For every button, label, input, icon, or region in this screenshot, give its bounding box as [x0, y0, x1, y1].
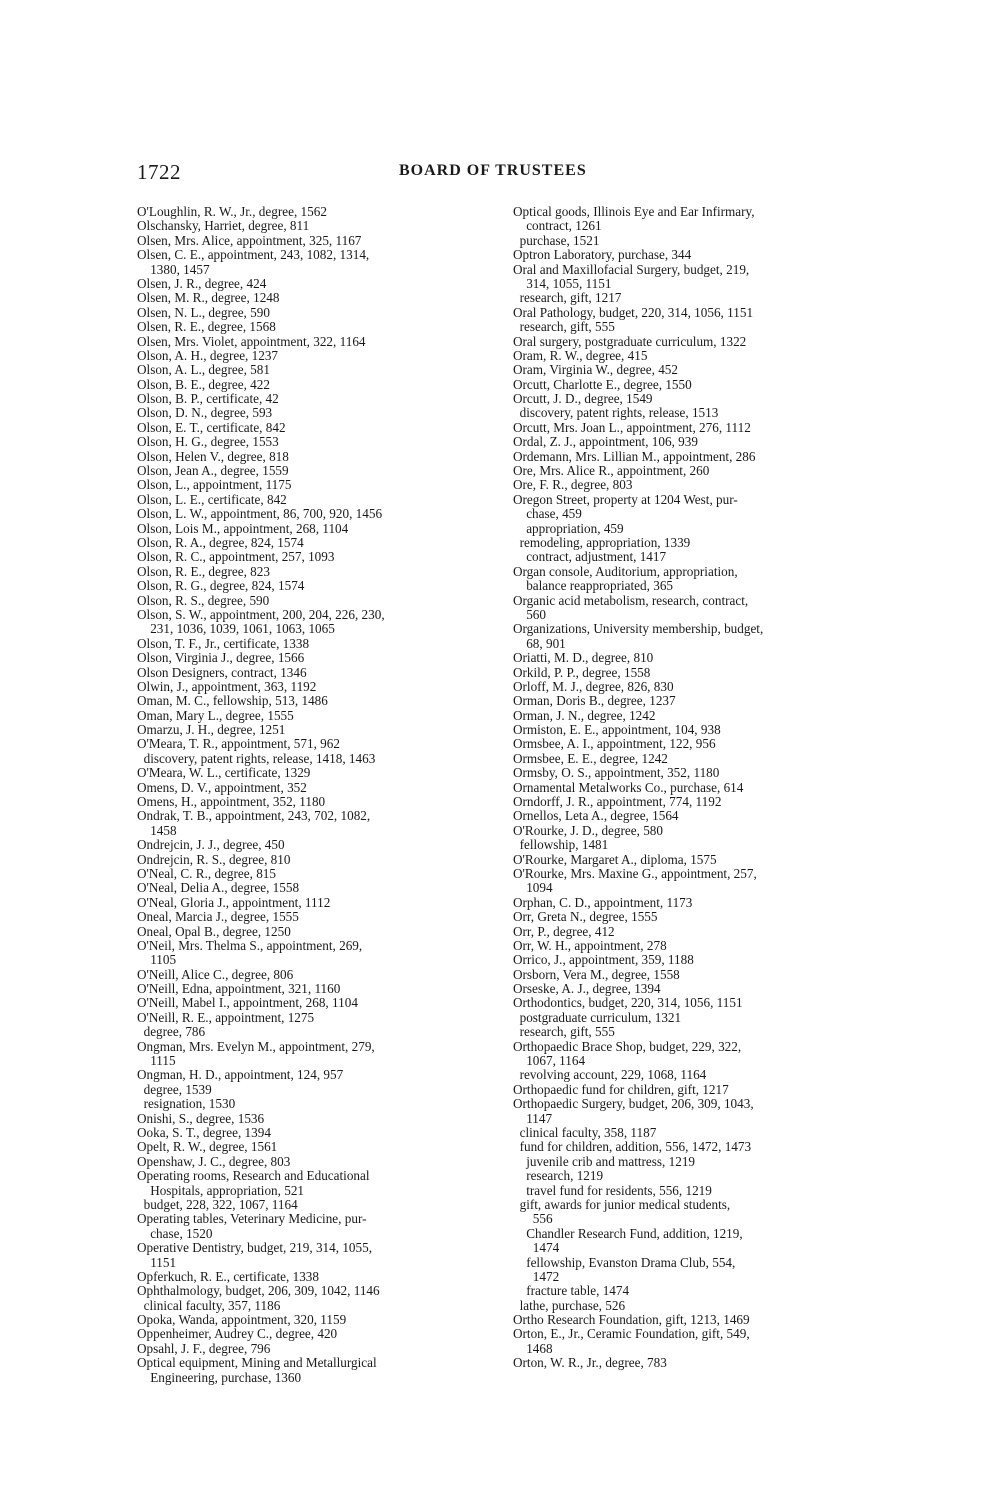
index-entry: Ore, F. R., degree, 803: [513, 477, 633, 493]
index-entry: lathe, purchase, 526: [513, 1297, 626, 1313]
index-entry: O'Meara, W. L., certificate, 1329: [137, 765, 311, 781]
index-entry: Optical goods, Illinois Eye and Ear Infirmary,: [513, 204, 755, 219]
index-entry: Ordemann, Mrs. Lillian M., appointment, 286: [513, 448, 756, 464]
index-entry: Ortho Research Foundation, gift, 1213, 1469: [513, 1312, 750, 1328]
index-entry: Onishi, S., degree, 1536: [137, 1110, 265, 1126]
index-entry: Orton, E., Jr., Ceramic Foundation, gift, 549,: [513, 1326, 750, 1342]
index-entry: Olson, R. C., appointment, 257, 1093: [137, 549, 335, 565]
index-entry: Oman, Mary L., degree, 1555: [137, 707, 294, 723]
page-number: 1722: [137, 160, 181, 184]
index-entry: Olsen, Mrs. Alice, appointment, 325, 1167: [137, 232, 362, 248]
index-entry: Olsen, N. L., degree, 590: [137, 304, 270, 320]
index-entry: Orthopaedic fund for children, gift, 1217: [513, 1081, 729, 1097]
index-entry: Ongman, H. D., appointment, 124, 957: [137, 1067, 344, 1083]
index-entry: 1067, 1164: [513, 1053, 586, 1069]
index-entry: Orthopaedic Surgery, budget, 206, 309, 1043,: [513, 1096, 754, 1112]
index-entry: O'Loughlin, R. W., Jr., degree, 1562: [137, 204, 327, 219]
index-entry: Olson, S. W., appointment, 200, 204, 226, 230,: [137, 606, 385, 622]
index-entry: Oral surgery, postgraduate curriculum, 1322: [513, 333, 747, 349]
index-entry: Olson, L. W., appointment, 86, 700, 920, 1456: [137, 506, 383, 522]
index-entry: contract, 1261: [513, 218, 602, 234]
index-entry: Engineering, purchase, 1360: [137, 1369, 302, 1385]
index-entry: Olwin, J., appointment, 363, 1192: [137, 678, 317, 694]
index-entry: Ondrak, T. B., appointment, 243, 702, 1082,: [137, 808, 371, 824]
index-entry: Oral Pathology, budget, 220, 314, 1056, 1151: [513, 304, 754, 320]
index-entry: remodeling, appropriation, 1339: [513, 534, 691, 550]
index-entry: Opoka, Wanda, appointment, 320, 1159: [137, 1312, 347, 1328]
index-entry: degree, 1539: [137, 1081, 212, 1097]
index-entry: Orcutt, J. D., degree, 1549: [513, 391, 653, 407]
index-entry: Olson, E. T., certificate, 842: [137, 419, 286, 435]
index-column-left: [137, 205, 497, 1385]
index-entry: juvenile crib and mattress, 1219: [513, 1153, 696, 1169]
index-entry: Olson, R. E., degree, 823: [137, 563, 270, 579]
index-entry: Ormsbee, E. E., degree, 1242: [513, 750, 668, 766]
index-entry: Oral and Maxillofacial Surgery, budget, 219,: [513, 261, 750, 277]
index-entry: research, gift, 1217: [513, 290, 622, 306]
index-entry: Organizations, University membership, budget,: [513, 621, 764, 637]
index-entry: travel fund for residents, 556, 1219: [513, 1182, 712, 1198]
index-entry: Orcutt, Charlotte E., degree, 1550: [513, 376, 692, 392]
index-entry: research, 1219: [513, 1168, 604, 1184]
index-entry: Oman, M. C., fellowship, 513, 1486: [137, 693, 328, 709]
index-entry: Olson, L., appointment, 1175: [137, 477, 292, 493]
index-entry: Ordal, Z. J., appointment, 106, 939: [513, 434, 698, 450]
index-entry: 1458: [137, 822, 177, 838]
index-entry: O'Meara, T. R., appointment, 571, 962: [137, 736, 340, 752]
index-entry: Opferkuch, R. E., certificate, 1338: [137, 1268, 319, 1284]
index-entry: 1094: [513, 880, 553, 896]
index-entry: Optical equipment, Mining and Metallurgical: [137, 1355, 377, 1371]
index-entry: O'Rourke, J. D., degree, 580: [513, 822, 663, 838]
index-entry: fellowship, 1481: [513, 837, 609, 853]
index-entry: Ornamental Metalworks Co., purchase, 614: [513, 779, 744, 795]
index-entry: Olsen, C. E., appointment, 243, 1082, 1314,: [137, 247, 370, 263]
index-entry: Orseske, A. J., degree, 1394: [513, 981, 661, 997]
index-entry: Ormsbee, A. I., appointment, 122, 956: [513, 736, 716, 752]
index-entry: Openshaw, J. C., degree, 803: [137, 1153, 291, 1169]
index-entry: Olsen, M. R., degree, 1248: [137, 290, 280, 306]
index-entry: 1472: [513, 1268, 560, 1284]
index-column-right: [513, 205, 873, 1371]
index-entry: clinical faculty, 358, 1187: [513, 1125, 657, 1140]
index-entry: Olson, R. S., degree, 590: [137, 592, 270, 608]
index-entry: Orman, Doris B., degree, 1237: [513, 693, 676, 709]
index-entry: Orcutt, Mrs. Joan L., appointment, 276, 1112: [513, 419, 751, 435]
index-entry: revolving account, 229, 1068, 1164: [513, 1067, 707, 1083]
index-entry: 1147: [513, 1110, 553, 1126]
index-entry: Orthopaedic Brace Shop, budget, 229, 322,: [513, 1038, 742, 1054]
index-entry: O'Neill, R. E., appointment, 1275: [137, 1009, 315, 1025]
index-entry: Olson, A. H., degree, 1237: [137, 347, 279, 363]
index-entry: Orr, W. H., appointment, 278: [513, 937, 667, 953]
index-entry: 1468: [513, 1340, 553, 1356]
index-entry: 1380, 1457: [137, 261, 210, 277]
index-entry: Oriatti, M. D., degree, 810: [513, 650, 654, 666]
running-title: BOARD OF TRUSTEES: [399, 162, 587, 179]
index-entry: Omens, D. V., appointment, 352: [137, 779, 307, 795]
index-entry: 1151: [137, 1254, 177, 1270]
index-entry: O'Neal, C. R., degree, 815: [137, 865, 276, 881]
index-entry: Oppenheimer, Audrey C., degree, 420: [137, 1326, 338, 1342]
index-entry: Oram, R. W., degree, 415: [513, 347, 648, 363]
index-entry: Opelt, R. W., degree, 1561: [137, 1139, 278, 1155]
index-entry: Olson, B. E., degree, 422: [137, 376, 270, 392]
index-entry: Orton, W. R., Jr., degree, 783: [513, 1355, 667, 1371]
index-entry: O'Neill, Mabel I., appointment, 268, 1104: [137, 995, 358, 1011]
index-entry: Organic acid metabolism, research, contract,: [513, 592, 749, 608]
index-entry: purchase, 1521: [513, 232, 600, 248]
index-entry: O'Neal, Gloria J., appointment, 1112: [137, 894, 331, 910]
index-entry: clinical faculty, 357, 1186: [137, 1297, 281, 1313]
index-entry: Olson, Lois M., appointment, 268, 1104: [137, 520, 349, 536]
index-entry: Ormiston, E. E., appointment, 104, 938: [513, 722, 721, 738]
index-entry: Orloff, M. J., degree, 826, 830: [513, 678, 674, 694]
index-entry: O'Neill, Alice C., degree, 806: [137, 966, 294, 982]
index-entry: Oram, Virginia W., degree, 452: [513, 362, 678, 378]
index-entry: chase, 459: [513, 506, 582, 522]
index-entry: 1105: [137, 952, 177, 968]
index-entry: Orr, P., degree, 412: [513, 923, 615, 939]
index-entry: Oregon Street, property at 1204 West, pur-: [513, 491, 738, 507]
index-entry: Ormsby, O. S., appointment, 352, 1180: [513, 765, 720, 781]
index-entry: Ongman, Mrs. Evelyn M., appointment, 279,: [137, 1038, 375, 1054]
index-entry: O'Rourke, Mrs. Maxine G., appointment, 257,: [513, 865, 757, 881]
index-entry: Omarzu, J. H., degree, 1251: [137, 722, 286, 738]
page-header: [137, 160, 865, 184]
index-entry: Oneal, Marcia J., degree, 1555: [137, 909, 299, 925]
index-entry: O'Neil, Mrs. Thelma S., appointment, 269,: [137, 937, 363, 953]
index-entry: Olsen, Mrs. Violet, appointment, 322, 1164: [137, 333, 366, 349]
index-entry: Ooka, S. T., degree, 1394: [137, 1125, 271, 1140]
index-entry: 314, 1055, 1151: [513, 275, 612, 291]
index-entry: discovery, patent rights, release, 1513: [513, 405, 719, 421]
index-entry: gift, awards for junior medical students,: [513, 1196, 731, 1212]
index-entry: Hospitals, appropriation, 521: [137, 1182, 305, 1198]
index-entry: Operating rooms, Research and Educational: [137, 1168, 370, 1184]
index-entry: Orkild, P. P., degree, 1558: [513, 664, 651, 680]
index-entry: Olschansky, Harriet, degree, 811: [137, 218, 310, 234]
index-entry: Orman, J. N., degree, 1242: [513, 707, 656, 723]
index-entry: 560: [513, 606, 546, 622]
index-entry: resignation, 1530: [137, 1096, 236, 1112]
index-entry: budget, 228, 322, 1067, 1164: [137, 1196, 298, 1212]
index-entry: chase, 1520: [137, 1225, 213, 1241]
index-entry: Orndorff, J. R., appointment, 774, 1192: [513, 794, 722, 810]
index-entry: Oneal, Opal B., degree, 1250: [137, 923, 291, 939]
index-entry: Olson, H. G., degree, 1553: [137, 434, 279, 450]
index-entry: 1474: [513, 1240, 560, 1256]
index-entry: Orrico, J., appointment, 359, 1188: [513, 952, 694, 968]
index-entry: Ondrejcin, R. S., degree, 810: [137, 851, 291, 867]
index-entry: Operating tables, Veterinary Medicine, pur-: [137, 1211, 367, 1227]
index-entry: Olson, D. N., degree, 593: [137, 405, 273, 421]
index-entry: discovery, patent rights, release, 1418, 1463: [137, 750, 376, 766]
index-entry: Olson, T. F., Jr., certificate, 1338: [137, 635, 310, 651]
index-entry: O'Neill, Edna, appointment, 321, 1160: [137, 981, 341, 997]
index-entry: Orsborn, Vera M., degree, 1558: [513, 966, 680, 982]
index-entry: Olson, A. L., degree, 581: [137, 362, 270, 378]
index-entry: 1115: [137, 1053, 176, 1069]
index-entry: fellowship, Evanston Drama Club, 554,: [513, 1254, 736, 1270]
index-entry: Olson, R. A., degree, 824, 1574: [137, 534, 304, 550]
index-entry: Olson, B. P., certificate, 42: [137, 391, 279, 407]
index-entry: postgraduate curriculum, 1321: [513, 1009, 682, 1025]
index-entry: Ondrejcin, J. J., degree, 450: [137, 837, 285, 853]
index-entry: research, gift, 555: [513, 319, 615, 335]
index-entry: Olson, L. E., certificate, 842: [137, 491, 287, 507]
index-entry: Orphan, C. D., appointment, 1173: [513, 894, 693, 910]
index-entry: Olson, Virginia J., degree, 1566: [137, 650, 305, 666]
index-entry: fund for children, addition, 556, 1472, 1473: [513, 1139, 752, 1155]
index-entry: research, gift, 555: [513, 1024, 615, 1040]
index-entry: 231, 1036, 1039, 1061, 1063, 1065: [137, 621, 335, 637]
index-entry: Optron Laboratory, purchase, 344: [513, 247, 692, 263]
index-entry: Olsen, J. R., degree, 424: [137, 275, 267, 291]
index-entry: Ore, Mrs. Alice R., appointment, 260: [513, 463, 710, 479]
index-entry: 556: [513, 1211, 553, 1227]
index-entry: Olson, Helen V., degree, 818: [137, 448, 289, 464]
index-entry: Ophthalmology, budget, 206, 309, 1042, 1146: [137, 1283, 380, 1299]
index-entry: Olsen, R. E., degree, 1568: [137, 319, 276, 335]
index-entry: Omens, H., appointment, 352, 1180: [137, 794, 326, 810]
index-entry: Chandler Research Fund, addition, 1219,: [513, 1225, 743, 1241]
index-entry: Olson, R. G., degree, 824, 1574: [137, 578, 305, 594]
index-entry: Organ console, Auditorium, appropriation,: [513, 563, 738, 579]
index-entry: O'Rourke, Margaret A., diploma, 1575: [513, 851, 717, 867]
index-entry: Operative Dentistry, budget, 219, 314, 1055,: [137, 1240, 373, 1256]
index-entry: 68, 901: [513, 635, 566, 651]
index-entry: Olson Designers, contract, 1346: [137, 664, 307, 680]
index-entry: degree, 786: [137, 1024, 206, 1040]
index-entry: Orr, Greta N., degree, 1555: [513, 909, 658, 925]
index-entry: O'Neal, Delia A., degree, 1558: [137, 880, 300, 896]
index-entry: contract, adjustment, 1417: [513, 549, 667, 565]
index-entry: Olson, Jean A., degree, 1559: [137, 463, 289, 479]
index-entry: Orthodontics, budget, 220, 314, 1056, 1151: [513, 995, 743, 1011]
index-entry: Ornellos, Leta A., degree, 1564: [513, 808, 679, 824]
index-entry: fracture table, 1474: [513, 1283, 630, 1299]
index-entry: balance reappropriated, 365: [513, 578, 674, 594]
index-entry: appropriation, 459: [513, 520, 624, 536]
index-entry: Opsahl, J. F., degree, 796: [137, 1340, 271, 1356]
